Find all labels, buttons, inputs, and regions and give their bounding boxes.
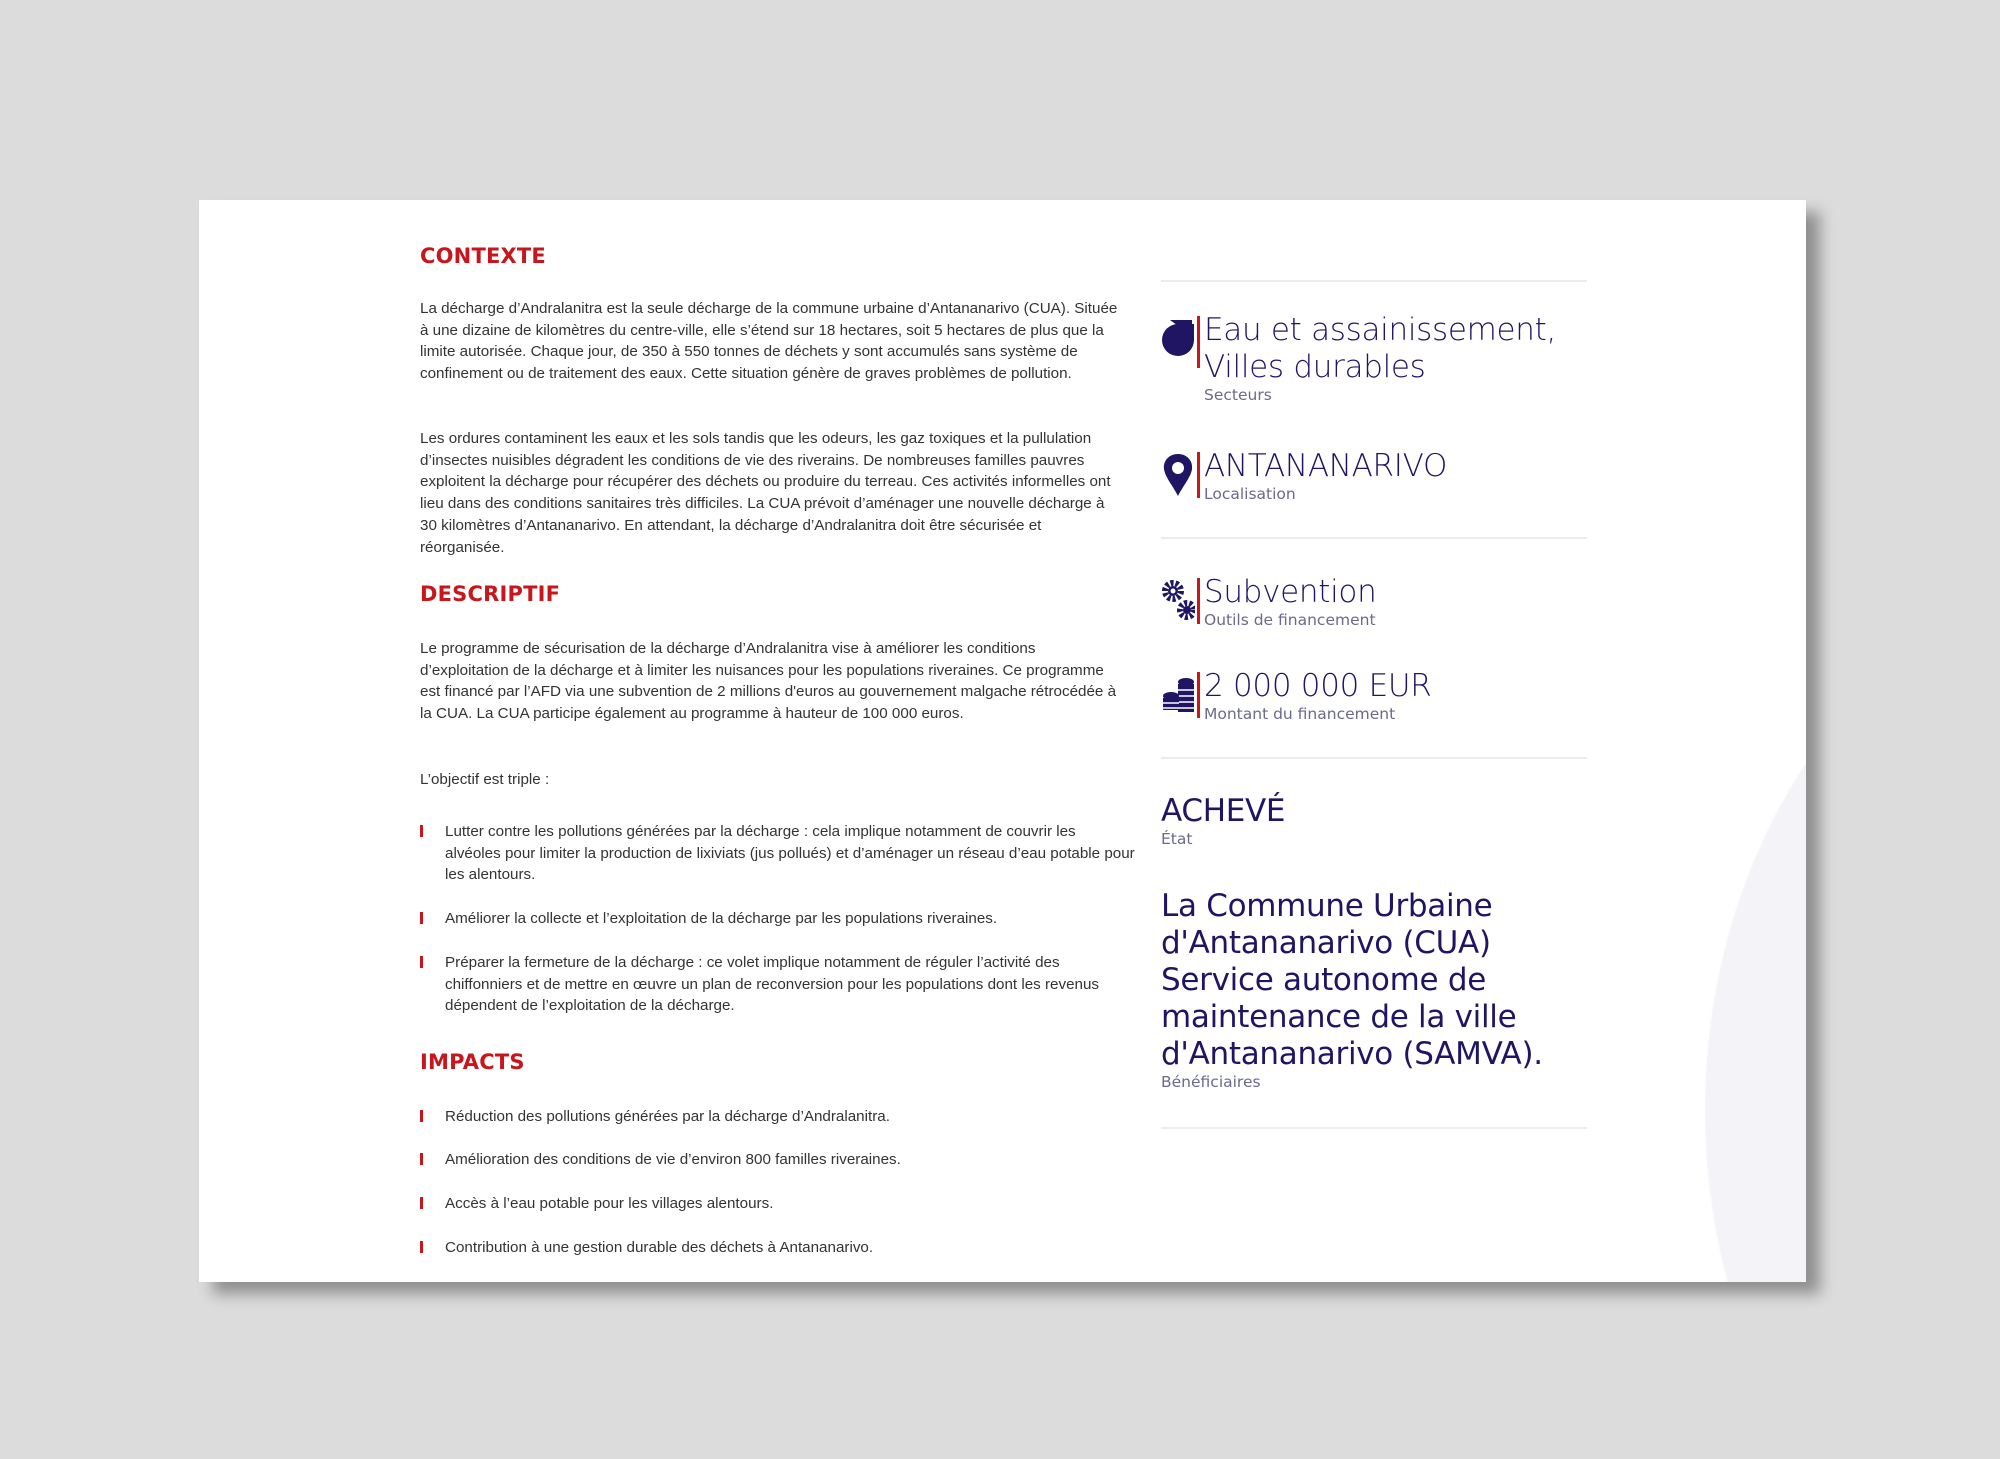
bullet-mark bbox=[420, 1241, 423, 1253]
accent-bar bbox=[1197, 316, 1200, 368]
impact-item bbox=[420, 1237, 1120, 1259]
fact-status bbox=[1161, 793, 1285, 848]
objective-item bbox=[420, 821, 1135, 886]
beneficiary-line: d'Antananarivo (CUA) bbox=[1161, 925, 1491, 961]
divider bbox=[1161, 757, 1587, 759]
bullet-mark bbox=[420, 1153, 423, 1165]
bullet-mark bbox=[420, 1197, 423, 1209]
sector-value-line1: Eau et assainissement, bbox=[1204, 312, 1557, 348]
sector-value-line2: Villes durables bbox=[1204, 349, 1426, 385]
impact-item bbox=[420, 1193, 1120, 1215]
fact-tool bbox=[1161, 574, 1376, 629]
status-value: ACHEVÉ bbox=[1161, 793, 1286, 829]
fact-location bbox=[1161, 448, 1447, 503]
bullet-mark bbox=[420, 1110, 423, 1122]
context-paragraph-2: Les ordures contaminent les eaux et les sols tandis que les odeurs, les gaz toxiques et la pullulation d’insectes nuisibles dégradent les conditions de vie des riverains. De nombreuses familles pauvres exploitent la décharge pour récupérer des déchets ou produire du terreau. Ces activités informelles ont lieu dans des conditions sanitaires très difficiles. La CUA prévoit d’aménager une nouvelle décharge à 30 kilomètres d’Antananarivo. En attendant, la décharge d’Andralanitra doit être sécurisée et réorganisée. bbox=[420, 430, 1111, 556]
context-paragraph-1: La décharge d’Andralanitra est la seule décharge de la commune urbaine d’Antananarivo (CUA). Située à une dizaine de kilomètres du centre-ville, elle s’étend sur 18 hectares, soit 5 hectares de plus que la limite autorisée. Chaque jour, de 350 à 550 tonnes de déchets y sont accumulés sans système de confinement ou de traitement des eaux. Cette situation génère de graves problèmes de pollution. bbox=[420, 300, 1118, 383]
map-pin-icon bbox=[1161, 452, 1195, 498]
description-paragraph: Le programme de sécurisation de la décharge d’Andralanitra vise à améliorer les conditions d’exploitation de la décharge et à limiter les nuisances pour les populations riveraines. Ce programme est financé par l’AFD via une subvention de 2 millions d'euros au gouvernement malgache rétrocédée à la CUA. La CUA participe également au programme à hauteur de 100 000 euros. bbox=[420, 640, 1117, 723]
tool-label: Outils de financement bbox=[1204, 611, 1376, 629]
impact-text: Réduction des pollutions générées par la décharge d’Andralanitra. bbox=[445, 1108, 890, 1125]
tool-value: Subvention bbox=[1204, 574, 1377, 610]
impact-item bbox=[420, 1106, 1120, 1128]
project-card bbox=[199, 200, 1806, 1282]
amount-label: Montant du financement bbox=[1204, 705, 1396, 723]
decorative-circle bbox=[1704, 560, 1806, 1282]
description-heading: DESCRIPTIF bbox=[420, 582, 561, 606]
objective-text: Préparer la fermeture de la décharge : ce volet implique notamment de réguler l’activité des chiffonniers et de mettre en œuvre un plan de reconversion pour les populations dont les revenus dépendent de l’exploitation de la décharge. bbox=[445, 954, 1100, 1015]
accent-bar bbox=[1197, 578, 1200, 624]
bullet-mark bbox=[420, 825, 423, 837]
objective-text: Améliorer la collecte et l’exploitation de la décharge par les populations riveraines. bbox=[445, 910, 998, 927]
fact-beneficiaries bbox=[1161, 888, 1543, 1091]
objective-text: Lutter contre les pollutions générées par la décharge : cela implique notamment de couvrir les alvéoles pour limiter la production de lixiviats (jus pollués) et d’aménager un réseau d’eau potable pour les alentours. bbox=[445, 823, 1135, 884]
accent-bar bbox=[1197, 452, 1200, 498]
divider bbox=[1161, 1127, 1587, 1129]
objective-item bbox=[420, 952, 1120, 1017]
beneficiary-line: La Commune Urbaine bbox=[1161, 888, 1493, 924]
bullet-mark bbox=[420, 956, 423, 968]
beneficiary-line: d'Antananarivo (SAMVA). bbox=[1161, 1036, 1543, 1072]
fact-amount bbox=[1161, 668, 1432, 723]
amount-value: 2 000 000 EUR bbox=[1204, 668, 1432, 704]
fact-sector bbox=[1161, 312, 1556, 404]
objective-item bbox=[420, 908, 1120, 930]
divider bbox=[1161, 537, 1587, 539]
beneficiary-line: Service autonome de bbox=[1161, 962, 1486, 998]
location-label: Localisation bbox=[1204, 485, 1296, 503]
sector-label: Secteurs bbox=[1204, 386, 1272, 404]
impacts-heading: IMPACTS bbox=[420, 1050, 525, 1074]
impact-item bbox=[420, 1149, 1120, 1171]
divider bbox=[1161, 280, 1587, 282]
coins-icon bbox=[1161, 672, 1195, 718]
accent-bar bbox=[1197, 672, 1200, 718]
context-heading: CONTEXTE bbox=[420, 244, 546, 268]
objective-intro: L’objectif est triple : bbox=[420, 771, 550, 788]
bullet-mark bbox=[420, 912, 423, 924]
status-label: État bbox=[1161, 830, 1193, 848]
pie-chart-icon bbox=[1161, 316, 1195, 362]
beneficiary-line: maintenance de la ville bbox=[1161, 999, 1517, 1035]
beneficiaries-label: Bénéficiaires bbox=[1161, 1073, 1261, 1091]
location-value: ANTANANARIVO bbox=[1204, 448, 1448, 484]
impact-text: Contribution à une gestion durable des déchets à Antananarivo. bbox=[445, 1239, 874, 1256]
impact-text: Amélioration des conditions de vie d’environ 800 familles riveraines. bbox=[445, 1151, 901, 1168]
impact-text: Accès à l’eau potable pour les villages alentours. bbox=[445, 1195, 774, 1212]
gears-icon bbox=[1161, 578, 1195, 624]
